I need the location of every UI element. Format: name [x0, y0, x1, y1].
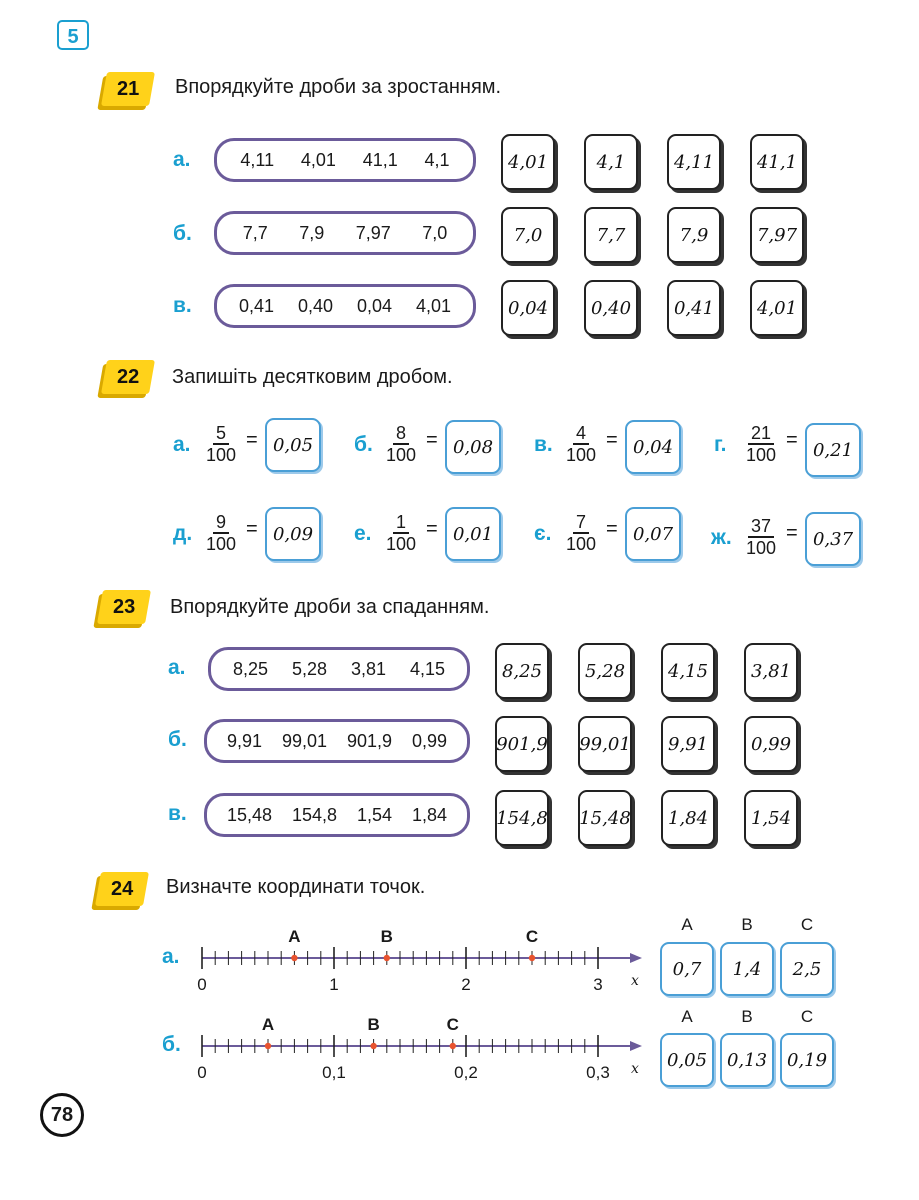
answer-box[interactable]: 0,08 — [445, 420, 501, 474]
answer-box[interactable]: 0,09 — [265, 507, 321, 561]
fraction — [206, 512, 236, 554]
answer-box[interactable]: 1,84 — [661, 790, 715, 846]
answer-box[interactable]: 15,48 — [578, 790, 632, 846]
given-fraction: 0,40 — [297, 295, 334, 316]
denominator: 100 — [566, 534, 597, 554]
number-line-b — [190, 1008, 650, 1088]
given-fraction: 4,1 — [424, 149, 450, 170]
coord-header: B — [741, 1007, 753, 1026]
item-letter: є. — [534, 522, 552, 545]
point-marker — [370, 1043, 376, 1049]
point-marker — [291, 955, 297, 961]
denominator: 100 — [206, 445, 237, 465]
given-fraction: 15,48 — [226, 804, 273, 825]
answer-box[interactable]: 4,01 — [750, 280, 804, 336]
given-fraction: 0,99 — [411, 730, 448, 751]
tick-label: 2 — [461, 975, 471, 994]
point-label: B — [380, 927, 393, 946]
answer-box[interactable]: 154,8 — [495, 790, 549, 846]
answer-box[interactable]: 901,9 — [495, 716, 549, 772]
given-fractions-pill — [214, 138, 476, 182]
coord-header: A — [681, 1007, 693, 1026]
row-letter: а. — [162, 945, 180, 968]
given-fraction: 4,01 — [415, 295, 452, 316]
answer-box[interactable]: 0,05 — [660, 1033, 714, 1087]
given-fraction: 9,91 — [226, 730, 263, 751]
given-fraction: 4,01 — [300, 149, 336, 170]
denominator: 100 — [386, 445, 417, 465]
numerator: 1 — [393, 512, 409, 534]
answer-box[interactable]: 9,91 — [661, 716, 715, 772]
tick-label: 0,2 — [454, 1063, 478, 1082]
coord-header: B — [741, 915, 753, 934]
equals-sign: = — [606, 518, 618, 540]
answer-box[interactable]: 7,97 — [750, 207, 804, 263]
point-label: C — [446, 1015, 459, 1034]
denominator: 100 — [746, 538, 777, 558]
given-fractions-pill — [204, 793, 470, 837]
coord-header: C — [800, 1007, 814, 1026]
axis-arrow — [630, 1041, 642, 1051]
answer-box[interactable]: 7,0 — [501, 207, 555, 263]
row-letter: в. — [168, 802, 187, 825]
exercise-21-title: Впорядкуйте дроби за зростанням. — [175, 76, 502, 98]
equals-sign: = — [426, 518, 438, 540]
item-letter: д. — [173, 522, 193, 545]
given-fraction: 0,41 — [238, 295, 275, 316]
fraction — [566, 512, 596, 554]
fraction — [386, 512, 416, 554]
tick-label: 0,1 — [322, 1063, 346, 1082]
given-fractions-pill — [208, 647, 470, 691]
denominator: 100 — [746, 445, 777, 465]
fraction — [746, 516, 776, 558]
row-letter: б. — [173, 222, 192, 245]
answer-box[interactable]: 0,04 — [625, 420, 681, 474]
answer-box[interactable]: 0,21 — [805, 423, 861, 477]
given-fractions-pill — [214, 284, 476, 328]
axis-variable-label: x — [631, 973, 639, 989]
numerator: 9 — [213, 512, 229, 534]
tick-label: 0 — [197, 1063, 207, 1082]
exercise-23-number: 23 — [97, 590, 151, 624]
given-fraction: 8,25 — [232, 658, 269, 679]
tick-label: 0 — [197, 975, 207, 994]
grade-badge: 5 — [57, 20, 89, 50]
given-fraction: 4,11 — [240, 149, 275, 170]
axis-arrow — [630, 953, 642, 963]
row-letter: а. — [173, 148, 191, 171]
axis-variable-label: x — [631, 1061, 639, 1077]
answer-box[interactable]: 7,9 — [667, 207, 721, 263]
row-letter: б. — [168, 728, 187, 751]
equals-sign: = — [786, 522, 798, 544]
tick-label: 3 — [593, 975, 603, 994]
denominator: 100 — [206, 534, 237, 554]
fraction — [746, 423, 776, 465]
numerator: 21 — [748, 423, 774, 445]
answer-box[interactable]: 0,19 — [780, 1033, 834, 1087]
tick-label: 1 — [329, 975, 339, 994]
item-letter: а. — [173, 433, 191, 456]
coord-header: A — [681, 915, 693, 934]
point-label: B — [367, 1015, 380, 1034]
fraction — [206, 423, 236, 465]
answer-box[interactable]: 4,15 — [661, 643, 715, 699]
answer-box[interactable]: 0,41 — [667, 280, 721, 336]
answer-box[interactable]: 0,13 — [720, 1033, 774, 1087]
numerator: 37 — [748, 516, 774, 538]
given-fraction: 0,04 — [356, 295, 393, 316]
answer-box[interactable]: 0,40 — [584, 280, 638, 336]
equals-sign: = — [246, 429, 258, 451]
equals-sign: = — [426, 429, 438, 451]
item-letter: б. — [354, 433, 373, 456]
answer-box[interactable]: 0,05 — [265, 418, 321, 472]
answer-box[interactable]: 5,28 — [578, 643, 632, 699]
answer-box[interactable]: 0,07 — [625, 507, 681, 561]
point-marker — [265, 1043, 271, 1049]
answer-box[interactable]: 0,7 — [660, 942, 714, 996]
answer-box[interactable]: 0,01 — [445, 507, 501, 561]
given-fraction: 3,81 — [350, 658, 387, 679]
given-fraction: 7,97 — [355, 222, 391, 243]
numerator: 5 — [213, 423, 229, 445]
answer-box[interactable]: 41,1 — [750, 134, 804, 190]
denominator: 100 — [386, 534, 417, 554]
given-fraction: 41,1 — [362, 149, 398, 170]
point-label: C — [525, 927, 539, 946]
answer-box[interactable]: 0,04 — [501, 280, 555, 336]
given-fraction: 7,0 — [422, 222, 448, 243]
given-fraction: 5,28 — [291, 658, 328, 679]
coord-header: C — [800, 915, 814, 934]
answer-box[interactable]: 4,1 — [584, 134, 638, 190]
numerator: 8 — [393, 423, 409, 445]
tick-label: 0,3 — [586, 1063, 610, 1082]
point-label: A — [261, 1015, 275, 1034]
numerator: 4 — [573, 423, 589, 445]
denominator: 100 — [566, 445, 597, 465]
exercise-24-title: Визначте координати точок. — [166, 876, 426, 898]
item-letter: в. — [534, 433, 553, 456]
point-label: A — [288, 927, 301, 946]
answer-box[interactable]: 1,54 — [744, 790, 798, 846]
exercise-22-title: Запишіть десятковим дробом. — [172, 366, 453, 388]
answer-box[interactable]: 8,25 — [495, 643, 549, 699]
page-number: 78 — [40, 1093, 84, 1137]
equals-sign: = — [606, 429, 618, 451]
numerator: 7 — [573, 512, 589, 534]
given-fraction: 901,9 — [346, 730, 393, 751]
item-letter: г. — [714, 433, 727, 456]
answer-box[interactable]: 99,01 — [578, 716, 632, 772]
item-letter: е. — [354, 522, 372, 545]
given-fractions-pill — [204, 719, 470, 763]
row-letter: в. — [173, 294, 192, 317]
answer-box[interactable]: 3,81 — [744, 643, 798, 699]
answer-box[interactable]: 0,99 — [744, 716, 798, 772]
fraction — [386, 423, 416, 465]
item-letter: ж. — [711, 526, 732, 549]
row-letter: а. — [168, 656, 186, 679]
given-fraction: 99,01 — [281, 730, 328, 751]
given-fraction: 1,54 — [356, 804, 393, 825]
equals-sign: = — [786, 429, 798, 451]
answer-box[interactable]: 4,01 — [501, 134, 555, 190]
given-fraction: 1,84 — [411, 804, 448, 825]
fraction — [566, 423, 596, 465]
exercise-21-number: 21 — [101, 72, 155, 106]
answer-box[interactable]: 2,5 — [780, 942, 834, 996]
given-fraction: 7,7 — [242, 222, 268, 243]
point-marker — [529, 955, 535, 961]
answer-box[interactable]: 7,7 — [584, 207, 638, 263]
equals-sign: = — [246, 518, 258, 540]
given-fraction: 154,8 — [291, 804, 338, 825]
given-fraction: 4,15 — [409, 658, 446, 679]
point-marker — [450, 1043, 456, 1049]
answer-box[interactable]: 4,11 — [667, 134, 721, 190]
answer-box[interactable]: 0,37 — [805, 512, 861, 566]
number-line-a — [190, 920, 650, 1000]
given-fractions-pill — [214, 211, 476, 255]
row-letter: б. — [162, 1033, 181, 1056]
exercise-23-title: Впорядкуйте дроби за спаданням. — [170, 596, 490, 618]
exercise-22-number: 22 — [101, 360, 155, 394]
exercise-24-number: 24 — [95, 872, 149, 906]
answer-box[interactable]: 1,4 — [720, 942, 774, 996]
point-marker — [384, 955, 390, 961]
given-fraction: 7,9 — [299, 222, 325, 243]
